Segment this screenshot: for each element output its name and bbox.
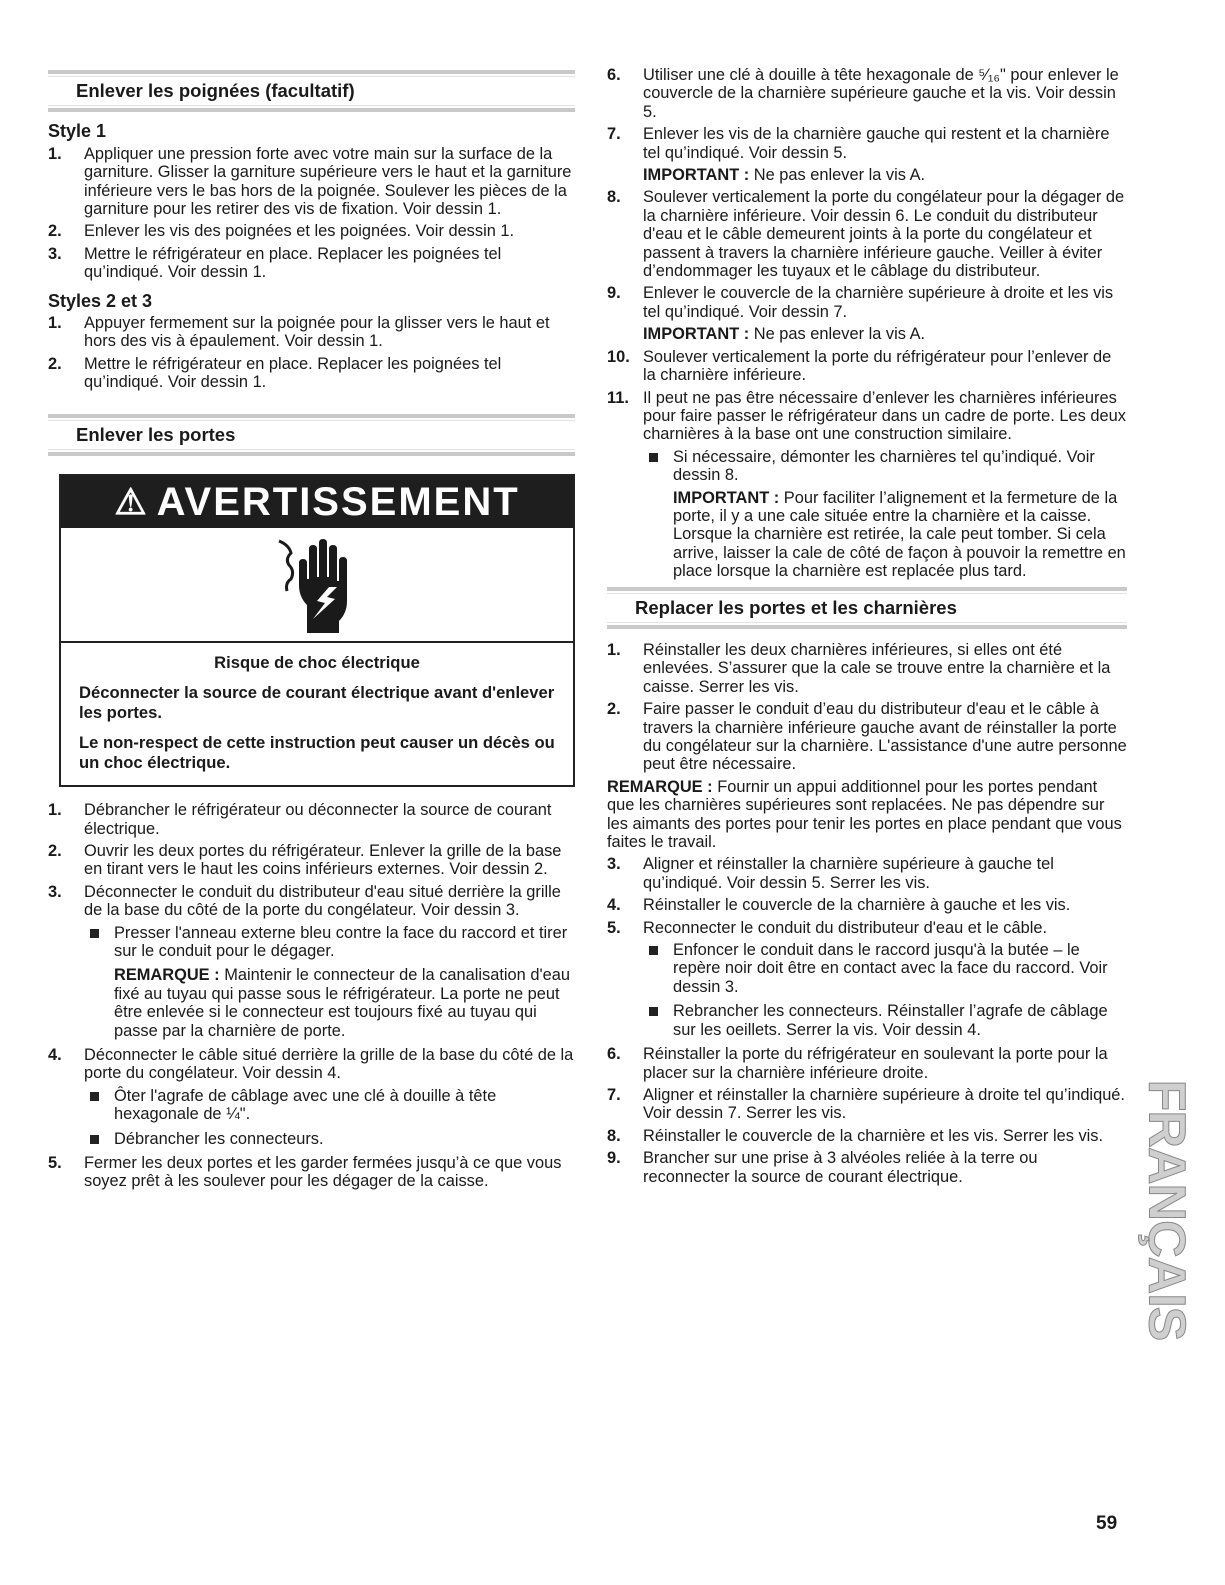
bullet-square-icon <box>649 453 658 462</box>
replace-steps-continued <box>607 855 1127 1186</box>
note: REMARQUE : Fournir un appui additionnel pour les portes pendant que les charnières supérieures sont replacées. Ne pas dépendre sur les aimants des portes pour tenir les portes en place pendant que vous faites le travail. <box>607 777 1122 852</box>
list-item: 5. Reconnecter le conduit du distributeur d'eau et le câble. Enfoncer le conduit dans le raccord jusqu'à la butée – le repère noir doit être en contact avec la face du raccord. Voir dessin 3. Rebrancher les connecteurs. Réinstaller l’agrafe de câblage sur les oeillets. Serrer la vis. Voir dessin 4. <box>607 919 1127 1039</box>
list-item: 9. Enlever le couvercle de la charnière supérieure à droite et les vis tel qu’indiqué. Voir dessin 7. IMPORTANT : Ne pas enlever la vis A. <box>607 284 1127 343</box>
replace-steps <box>607 641 1127 774</box>
bullet-item: Débrancher les connecteurs. <box>84 1130 575 1148</box>
list-item: 9. Brancher sur une prise à 3 alvéoles reliée à la terre ou reconnecter la source de courant électrique. <box>607 1149 1038 1186</box>
section-heading-handles: Enlever les poignées (facultatif) <box>48 70 575 112</box>
list-item: 2. Faire passer le conduit d’eau du distributeur d'eau et le câble à travers la charnière inférieure gauche avant de réinstaller la porte du congélateur sur la charnière. L'assistance d'une autre personne peut être nécessaire. <box>607 700 1127 774</box>
list-item: 6. Réinstaller la porte du réfrigérateur en soulevant la porte pour la placer sur la charnière inférieure droite. <box>607 1045 1108 1082</box>
list-item: 2. Enlever les vis des poignées et les poignées. Voir dessin 1. <box>48 222 515 241</box>
style1-steps <box>48 145 575 282</box>
list-item: 3. Aligner et réinstaller la charnière supérieure à gauche tel qu’indiqué. Voir dessin 5. Serrer les vis. <box>607 855 1054 892</box>
warning-risk: Risque de choc électrique <box>214 653 420 673</box>
bullet-square-icon <box>649 946 658 955</box>
styles23-steps <box>48 314 575 392</box>
page-number: 59 <box>1096 1513 1118 1534</box>
door-removal-steps <box>48 801 575 1191</box>
warning-box <box>59 474 575 787</box>
list-item: 5. Fermer les deux portes et les garder fermées jusqu’à ce que vous soyez prêt à les soulever pour les dégager de la caisse. <box>48 1154 562 1191</box>
warning-line-1: Déconnecter la source de courant électrique avant d'enlever les portes. <box>79 683 555 723</box>
bullet-list <box>84 1087 575 1148</box>
list-item: 8. Réinstaller le couvercle de la charnière et les vis. Serrer les vis. <box>607 1126 1104 1145</box>
note: REMARQUE : Maintenir le connecteur de la canalisation d'eau fixé au tuyau qui passe sous le réfrigérateur. La porte ne peut être enlevée si le connecteur est toujours fixé au tuyau qui passe par la charnière de porte. <box>114 966 570 1040</box>
list-item: 3. Déconnecter le conduit du distributeur d'eau situé derrière la grille de la base du côté de la porte du congélateur. Voir dessin 3. Presser l'anneau externe bleu contre la face du raccord et tirer sur le conduit pour le dégager. REMARQUE : Maintenir le connecteur de la canalisation d'eau fixé au tuyau qui passe sous le réfrigérateur. La porte ne peut être enlevée si le connecteur est toujours fixé au tuyau qui passe par la charnière de porte. <box>48 883 575 1040</box>
list-item: 1. Débrancher le réfrigérateur ou déconnecter la source de courant électrique. <box>48 801 552 838</box>
list-item: 7. Enlever les vis de la charnière gauche qui restent et la charnière tel qu’indiqué. Voir dessin 5. IMPORTANT : Ne pas enlever la vis A. <box>607 125 1127 184</box>
bullet-item: Enfoncer le conduit dans le raccord jusqu'à la butée – le repère noir doit être en contact avec la face du raccord. Voir dessin 3. <box>643 941 1127 996</box>
list-item: 4. Déconnecter le câble situé derrière la grille de la base du côté de la porte du congélateur. Voir dessin 4. Ôter l'agrafe de câblage avec une clé à douille à tête hexagonale de ¼". Débrancher les connecteurs. <box>48 1045 574 1148</box>
bullet-item: Ôter l'agrafe de câblage avec une clé à douille à tête hexagonale de ¼". <box>84 1087 575 1124</box>
subheading-style1: Style 1 <box>48 121 107 142</box>
list-item: 2. Ouvrir les deux portes du réfrigérateur. Enlever la grille de la base en tirant vers le haut les coins inférieurs externes. Voir dessin 2. <box>48 841 562 879</box>
important-note: IMPORTANT : Ne pas enlever la vis A. <box>643 166 926 185</box>
list-item: 11. Il peut ne pas être nécessaire d’enlever les charnières inférieures pour faire passer le réfrigérateur dans un cadre de porte. Les deux charnières à la base ont une construction similaire. Si nécessaire, démonter les charnières tel qu’indiqué. Voir dessin 8. IMPORTANT : Pour faciliter l’alignement et la fermeture de la porte, il y a une cale située entre la charnière et la caisse. Lorsque la charnière est retirée, la cale peut tomber. Si cela arrive, laisser la cale de côté de façon à pouvoir la remettre en place lorsque la charnière est replacée plus tard. <box>607 388 1126 581</box>
subheading-styles23: Styles 2 et 3 <box>48 290 153 311</box>
warning-header: ⚠ AVERTISSEMENT <box>61 476 573 528</box>
list-item: 1. Réinstaller les deux charnières inférieures, si elles ont été enlevées. S’assurer que la cale se trouve entre la charnière et la caisse. Serrer les vis. <box>607 640 1111 696</box>
list-item: 2. Mettre le réfrigérateur en place. Replacer les poignées tel qu’indiqué. Voir dessin 1. <box>48 354 502 392</box>
bullet-list <box>643 941 1127 1039</box>
section-heading-replace: Replacer les portes et les charnières <box>607 587 1127 629</box>
bullet-list <box>643 448 1127 581</box>
bullet-item: Presser l'anneau externe bleu contre la face du raccord et tirer sur le conduit pour le dégager. <box>84 924 575 961</box>
warning-body <box>61 643 573 785</box>
bullet-square-icon <box>90 1092 99 1101</box>
warning-line-2: Le non-respect de cette instruction peut causer un décès ou un choc électrique. <box>79 733 555 773</box>
important-note: IMPORTANT : Pour faciliter l’alignement et la fermeture de la porte, il y a une cale située entre la charnière et la caisse. Lorsque la charnière est retirée, la cale peut tomber. Si cela arrive, laisser la cale de côté de façon à pouvoir la remettre en place lorsque la charnière est replacée plus tard. <box>673 488 1126 581</box>
list-item: 7. Aligner et réinstaller la charnière supérieure à droite tel qu’indiqué. Voir dessin 7. Serrer les vis. <box>607 1085 1125 1123</box>
bullet-item: Si nécessaire, démonter les charnières tel qu’indiqué. Voir dessin 8. IMPORTANT : Pour faciliter l’alignement et la fermeture de la porte, il y a une cale située entre la charnière et la caisse. Lorsque la charnière est retirée, la cale peut tomber. Si cela arrive, laisser la cale de côté de façon à pouvoir la remettre en place lorsque la charnière est replacée plus tard. <box>643 448 1127 581</box>
electric-shock-hand-icon <box>61 528 573 643</box>
left-column <box>48 70 575 1195</box>
bullet-square-icon <box>649 1007 658 1016</box>
section-heading-doors: Enlever les portes <box>48 414 575 456</box>
bullet-list <box>84 924 575 961</box>
list-item: 1. Appliquer une pression forte avec votre main sur la surface de la garniture. Glisser la garniture supérieure vers le haut et la garniture inférieure vers le bas hors de la poignée. Soulever les pièces de la garniture pour les retirer des vis de fixation. Voir dessin 1. <box>48 144 572 219</box>
warning-triangle-icon: ⚠ <box>114 480 149 522</box>
list-item: 10. Soulever verticalement la porte du réfrigérateur pour l’enlever de la charnière inférieure. <box>607 347 1112 385</box>
important-note: IMPORTANT : Ne pas enlever la vis A. <box>643 325 926 344</box>
bullet-square-icon <box>90 929 99 938</box>
list-item: 3. Mettre le réfrigérateur en place. Replacer les poignées tel qu’indiqué. Voir dessin 1. <box>48 244 502 282</box>
right-column <box>607 66 1127 1190</box>
language-side-tab: FRANÇAIS <box>1137 1079 1196 1341</box>
list-item: 6. Utiliser une clé à douille à tête hexagonale de ⁵⁄₁₆" pour enlever le couvercle de la charnière supérieure gauche et la vis. Voir dessin 5. <box>607 66 1119 121</box>
bullet-square-icon <box>90 1135 99 1144</box>
list-item: 4. Réinstaller le couvercle de la charnière à gauche et les vis. <box>607 896 1071 915</box>
bullet-item: Rebrancher les connecteurs. Réinstaller l’agrafe de câblage sur les oeillets. Serrer la vis. Voir dessin 4. <box>643 1002 1127 1039</box>
door-removal-steps-continued <box>607 66 1127 581</box>
list-item: 1. Appuyer fermement sur la poignée pour la glisser vers le haut et hors des vis à épaulement. Voir dessin 1. <box>48 314 550 351</box>
list-item: 8. Soulever verticalement la porte du congélateur pour la dégager de la charnière inférieure. Voir dessin 6. Le conduit du distributeur d'eau et le câble demeurent joints à la porte du congélateur et passent à travers la charnière inférieure gauche. Veiller à éviter d’endommager les tuyaux et le câblage du distributeur. <box>607 188 1125 281</box>
